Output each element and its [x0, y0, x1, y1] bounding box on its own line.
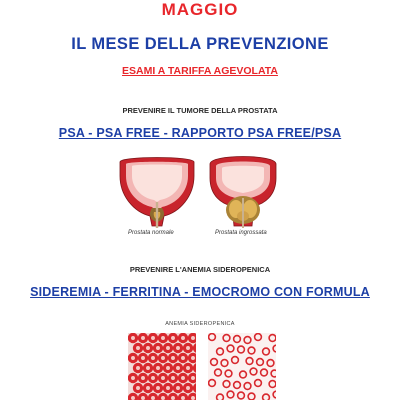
caption-prostate-enlarged: Prostata ingrossata	[215, 230, 267, 236]
prostate-section-heading: PREVENIRE IL TUMORE DELLA PROSTATA	[122, 106, 278, 115]
anemia-illustration-label: ANEMIA SIDEROPENICA	[165, 321, 235, 327]
anemic-blood-cells-image	[208, 333, 276, 400]
anemia-tests-list: SIDEREMIA - FERRITINA - EMOCROMO CON FORMULA	[30, 285, 370, 299]
page-title: IL MESE DELLA PREVENZIONE	[71, 35, 329, 53]
prostate-enlarged-image	[202, 152, 284, 230]
prostate-tests-list: PSA - PSA FREE - RAPPORTO PSA FREE/PSA	[58, 126, 342, 140]
anemia-section-heading: PREVENIRE L'ANEMIA SIDEROPENICA	[129, 265, 271, 274]
caption-prostate-normal: Prostata normale	[128, 230, 174, 236]
prostate-normal-image	[114, 152, 200, 230]
month-heading: MAGGIO	[161, 0, 239, 19]
normal-blood-cells-image	[128, 333, 196, 400]
subtitle: ESAMI A TARIFFA AGEVOLATA	[122, 65, 278, 77]
